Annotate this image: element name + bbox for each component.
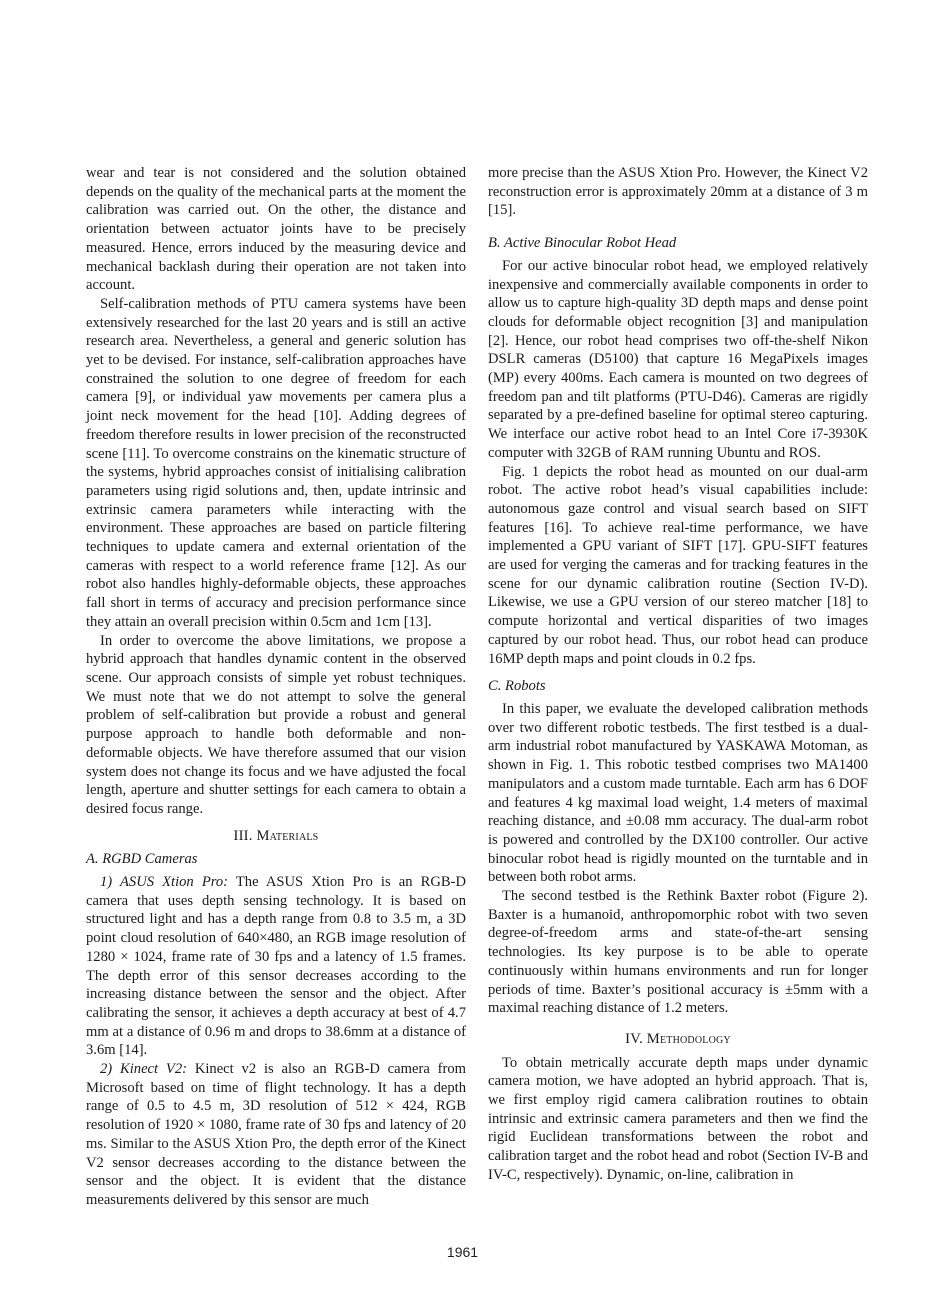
paragraph: The second testbed is the Rethink Baxter robot (Figure 2). Baxter is a humanoid, anthropomorphic robot with two seven degree-of-freedom arms and state-of-the-art sensing technologies. Its key purpose is to be able to operate continuously within humans environments and run for longer periods of time. Baxter’s positional accuracy is ±5mm with a maximal reaching distance of 1.2 meters.: [488, 888, 868, 1017]
paragraph: more precise than the ASUS Xtion Pro. However, the Kinect V2 reconstruction error is approximately 20mm at a distance of 3 m [15].: [488, 165, 868, 219]
paragraph-text: The ASUS Xtion Pro is an RGB-D camera that uses depth sensing technology. It is based on structured light and has a depth range from 0.8 to 3.5 m, a 3D point cloud resolution of 640×480, an RGB image resolution of 1280 × 1024, frame rate of 30 fps and a latency of 1.5 frames. The depth error of this sensor decreases according to the increasing distance between the sensor and the object. After calibrating the sensor, it achieves a depth accuracy at best of 4.7 mm at a distance of 0.96 m and drops to 38.6mm at a distance of 3.6m [14].: [86, 874, 466, 1059]
section-heading-materials: [86, 827, 466, 846]
page-number: 1961: [446, 1244, 479, 1260]
paragraph-text: Kinect v2 is also an RGB-D camera from Microsoft based on time of flight technology. It has a depth range of 0.5 to 4.5 m, 3D resolution of 512 × 424, RGB resolution of 1920 × 1080, frame rate of 30 fps and latency of 20 ms. Similar to the ASUS Xtion Pro, the depth error of the Kinect V2 sensor decreases according to the distance between the sensor and the object. It is evident that the distance measurements delivered by this sensor are much: [86, 1061, 466, 1208]
subsection-heading-robots: C. Robots: [488, 678, 546, 695]
right-column: [488, 164, 868, 1185]
left-column: [86, 164, 466, 1210]
paragraph: Fig. 1 depicts the robot head as mounted on our dual-arm robot. The active robot head’s visual capabilities include: autonomous gaze control and visual search based on SIFT features [16]. To achieve real-time performance, we have implemented a GPU variant of SIFT [17]. GPU-SIFT features are used for verging the cameras and for tracking features in the scene for our dynamic calibration routine (Section IV-D). Likewise, we use a GPU version of our stereo matcher [18] to compute horizontal and vertical disparities of two images captured by our robot head. Thus, our robot head can produce 16MP depth maps and point clouds in 0.2 fps.: [488, 463, 868, 667]
subsection-heading-rgbd-cameras: A. RGBD Cameras: [86, 851, 198, 868]
paragraph: For our active binocular robot head, we employed relatively inexpensive and commercially available components in order to allow us to capture high-quality 3D depth maps and dense point clouds for deformable object recognition [3] and manipulation [2]. Hence, our robot head comprises two off-the-shelf Nikon DSLR cameras (D5100) that capture 16 MegaPixels images (MP) every 400ms. Each camera is mounted on two degrees of freedom pan and tilt platforms (PTU-D46). Cameras are rigidly separated by a pre-defined baseline for optimal stereo capturing. We interface our active robot head to an Intel Core i7-3930K computer with 32GB of RAM running Ubuntu and ROS.: [488, 257, 868, 461]
section-title: Materials: [256, 827, 319, 844]
paragraph: To obtain metrically accurate depth maps under dynamic camera motion, we have adopted an hybrid approach. That is, we first employ rigid camera calibration routines to obtain intrinsic and extrinsic camera parameters and then we find the rigid Euclidean transformations between the robot and calibration target and the robot head and robot (Section IV-B and IV-C, respectively). Dynamic, on-line, calibration in: [488, 1054, 868, 1183]
paragraph: wear and tear is not considered and the solution obtained depends on the quality of the mechanical parts at the moment the calibration was carried out. On the other, the distance and orientation between actuator joints have to be precisely measured. Hence, errors induced by the measuring device and mechanical backlash during their operation are not taken into account.: [86, 165, 466, 294]
paragraph-asus-xtion: [86, 873, 466, 1060]
paragraph-heading: 2) Kinect V2:: [100, 1061, 187, 1078]
section-title: Methodology: [646, 1030, 731, 1047]
section-heading-methodology: [488, 1030, 868, 1049]
paragraph: In order to overcome the above limitations, we propose a hybrid approach that handles dynamic content in the observed scene. Our approach consists of simple yet robust techniques. We must note that we do not attempt to solve the general problem of self-calibration but provide a robust and general purpose approach to handle both deformable and non-deformable objects. We have therefore assumed that our vision system does not change its focus and we have adjusted the focal length, aperture and shutter settings for each camera to obtain a desired focus range.: [86, 632, 466, 817]
paragraph: Self-calibration methods of PTU camera systems have been extensively researched for the last 20 years and is still an active research area. Nevertheless, a general and generic solution has yet to be devised. For instance, self-calibration approaches have constrained the solution to one degree of freedom for each camera [9], or individual yaw movements per camera plus a joint neck movement for the head [10]. Adding degrees of freedom therefore results in lower precision of the reconstructed scene [11]. To overcome constrains on the kinematic structure of the systems, hybrid approaches consist of initialising calibration parameters using rigid solutions and, then, update intrinsic and extrinsic camera parameters while interacting with the environment. These approaches are based on particle filtering techniques to update camera and external orientation of the cameras with respect to a world reference frame [12]. As our robot also handles highly-deformable objects, these approaches fall short in terms of accuracy and precision performance since they attain an overall precision within 0.5cm and 1cm [13].: [86, 295, 466, 630]
section-numeral: IV.: [625, 1030, 643, 1047]
section-numeral: III.: [233, 827, 253, 844]
paragraph: In this paper, we evaluate the developed calibration methods over two different robotic testbeds. The first testbed is a dual-arm industrial robot manufactured by YASKAWA Motoman, as shown in Fig. 1. This robotic testbed comprises two MA1400 manipulators and a custom made turntable. Each arm has 6 DOF and features 4 kg maximal load weight, 1.4 meters of maximal reaching distance, and ±0.08 mm accuracy. The dual-arm robot is powered and controlled by the DX100 controller. Our active binocular robot head is rigidly mounted on the turntable and in between both robot arms.: [488, 700, 868, 886]
paragraph-kinect-v2: [86, 1060, 466, 1210]
subsection-heading-robot-head: B. Active Binocular Robot Head: [488, 235, 677, 252]
paragraph-heading: 1) ASUS Xtion Pro:: [100, 874, 229, 891]
